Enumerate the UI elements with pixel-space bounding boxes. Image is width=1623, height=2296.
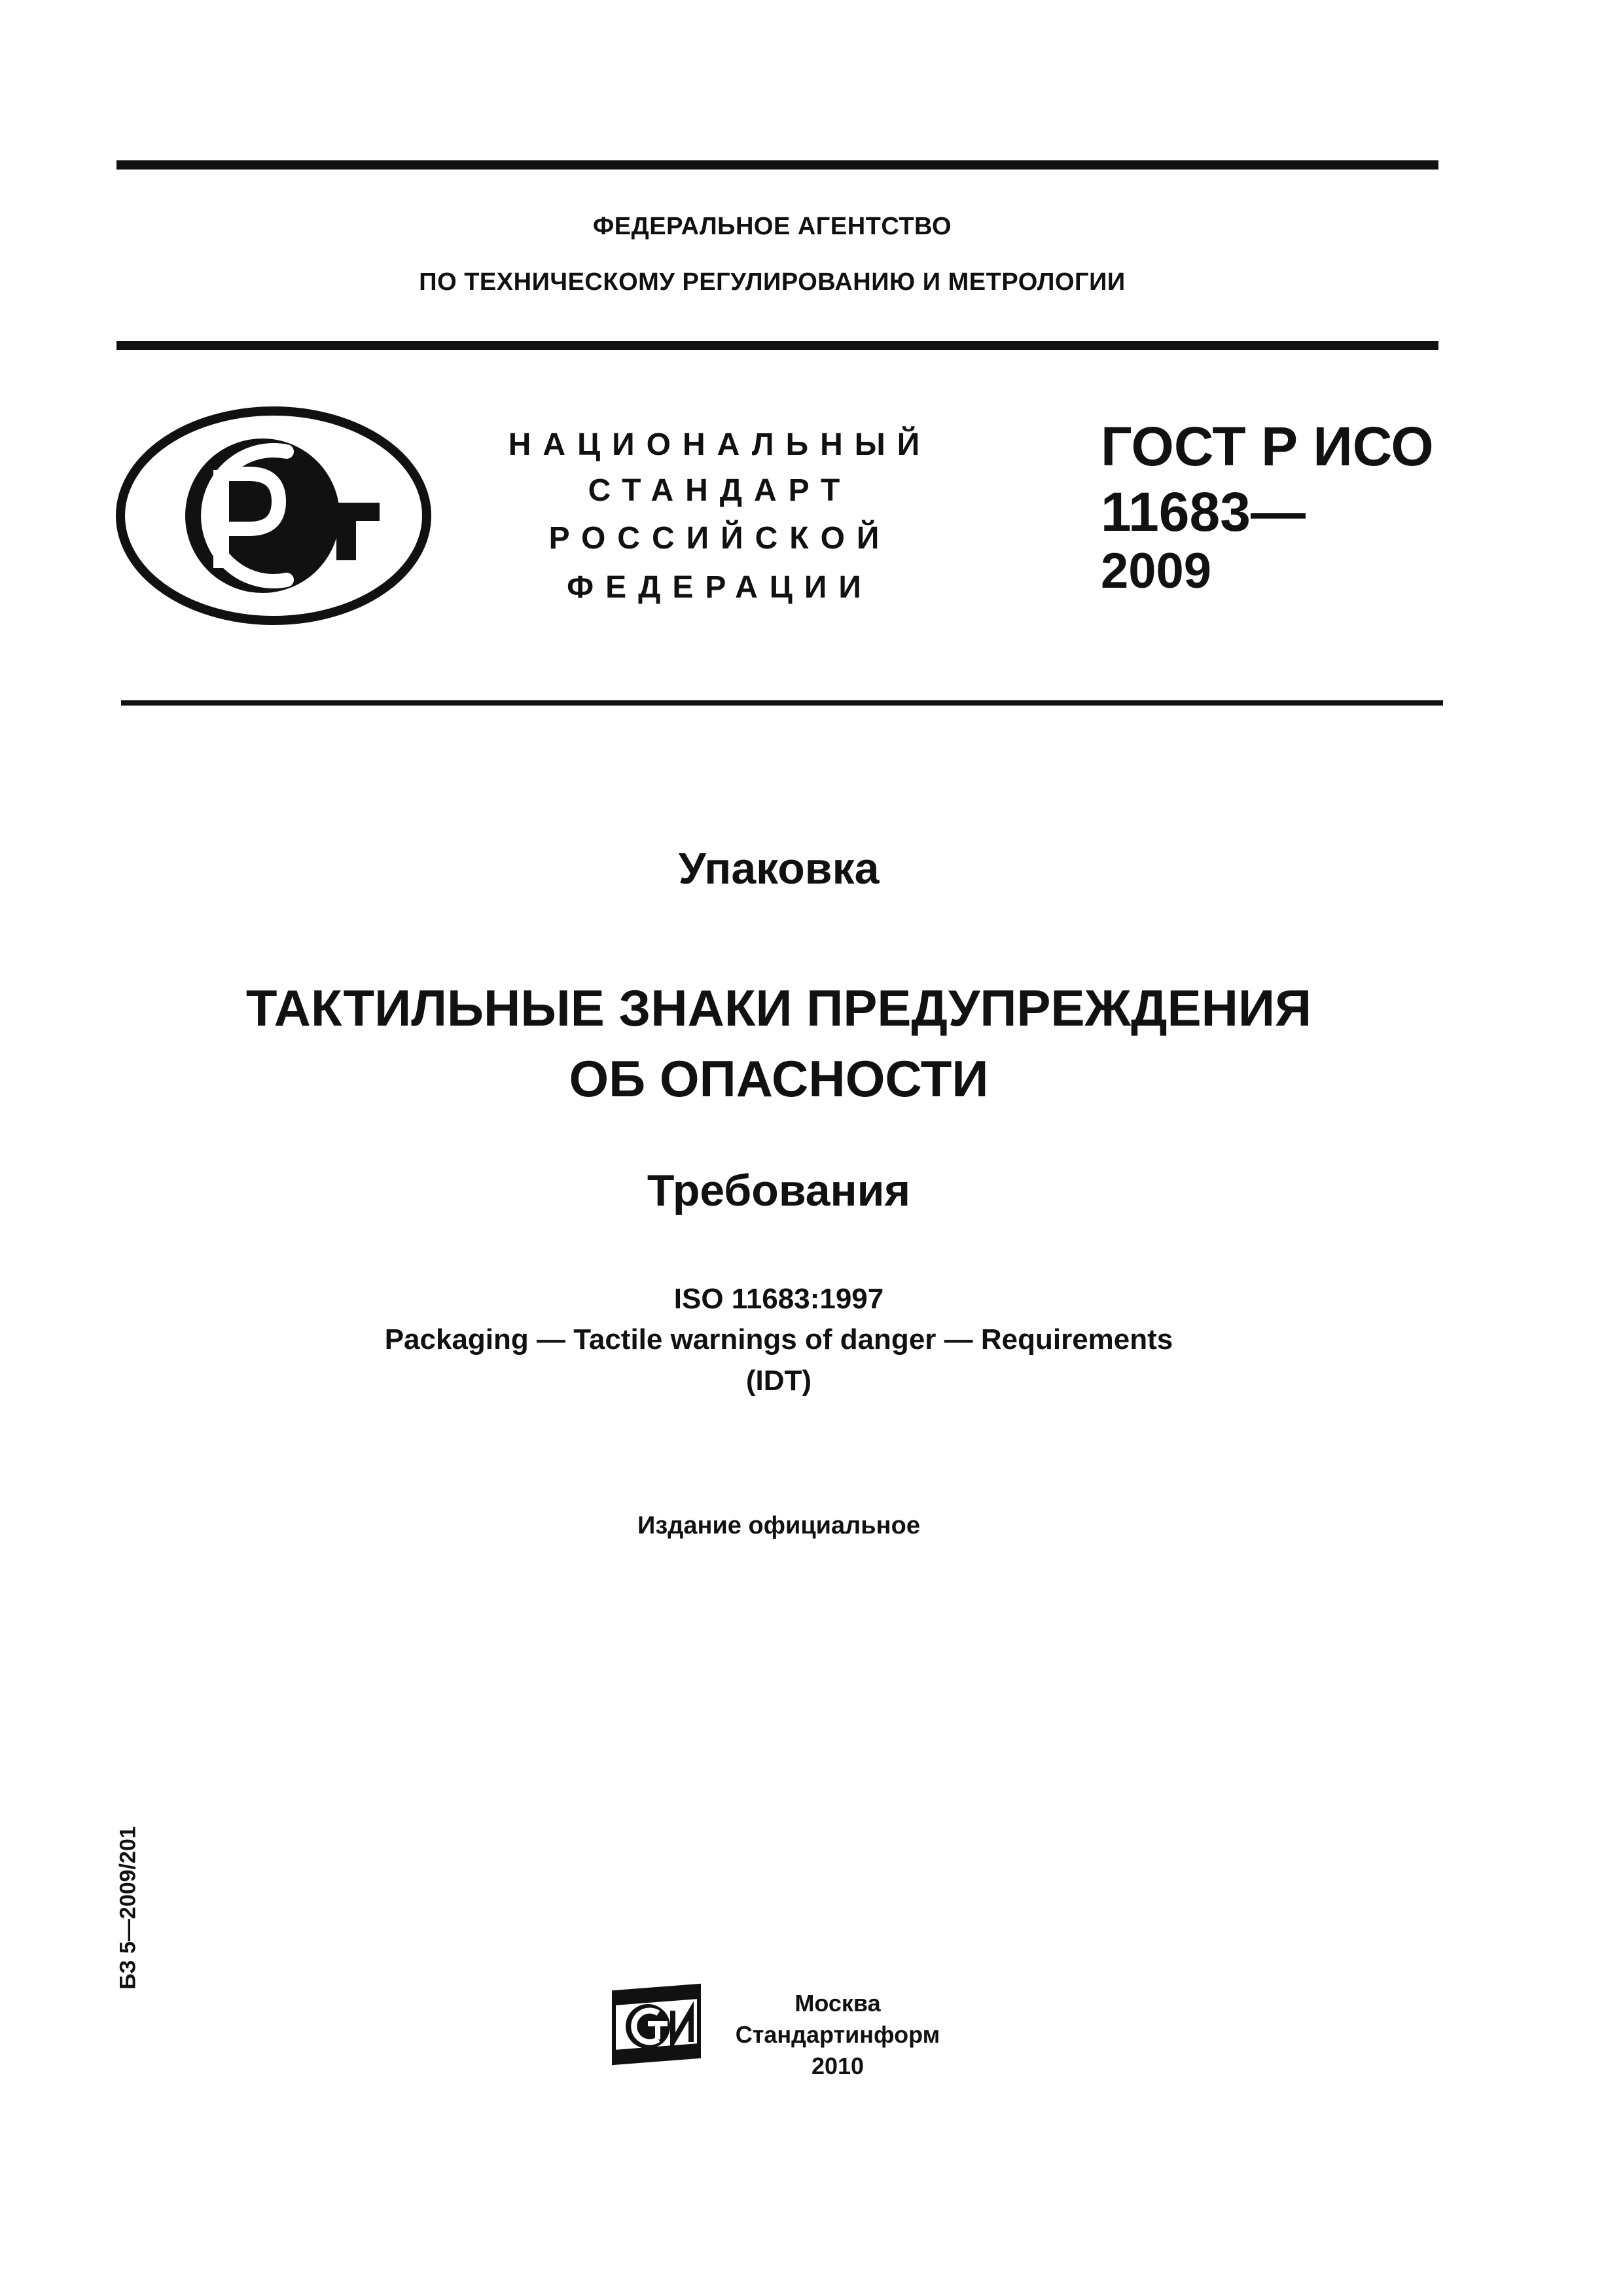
standard-designation-line: ГОСТ Р ИСО	[1101, 416, 1434, 477]
document-title-line: ТАКТИЛЬНЫЕ ЗНАКИ ПРЕДУПРЕЖДЕНИЯ	[245, 979, 1312, 1037]
national-standard-line: РОССИЙСКОЙ	[548, 521, 891, 556]
middle-rule	[116, 341, 1438, 350]
iso-reference-number: ISO 11683:1997	[673, 1283, 884, 1315]
publication-year: 2010	[811, 2053, 865, 2079]
national-standard-line: НАЦИОНАЛЬНЫЙ	[508, 427, 932, 462]
agency-name-line-2: ПО ТЕХНИЧЕСКОМУ РЕГУЛИРОВАНИЮ И МЕТРОЛОГИИ	[419, 268, 1126, 296]
document-subtitle: Требования	[647, 1166, 911, 1215]
agency-name-line-1: ФЕДЕРАЛЬНОЕ АГЕНТСТВО	[592, 213, 952, 240]
iso-equivalence-degree: (IDT)	[745, 1365, 812, 1397]
publisher-name: Стандартинформ	[735, 2021, 940, 2048]
iso-reference-title: Packaging — Tactile warnings of danger — Requirements	[384, 1323, 1173, 1355]
edition-note: Издание официальное	[637, 1512, 920, 1539]
standartinform-logo-icon	[607, 1983, 705, 2066]
standard-designation-line: 2009	[1101, 543, 1212, 599]
publisher-city: Москва	[794, 1990, 881, 2017]
side-registration-code: БЗ 5—2009/201	[115, 1826, 141, 1990]
bottom-rule	[121, 700, 1443, 706]
standard-designation-line: 11683—	[1101, 481, 1306, 543]
document-category: Упаковка	[678, 844, 880, 893]
national-standard-line: ФЕДЕРАЦИИ	[567, 570, 873, 605]
document-title-line: ОБ ОПАСНОСТИ	[569, 1050, 989, 1107]
rst-certification-mark-icon	[115, 406, 432, 626]
national-standard-line: СТАНДАРТ	[588, 473, 852, 508]
top-rule	[116, 160, 1438, 170]
